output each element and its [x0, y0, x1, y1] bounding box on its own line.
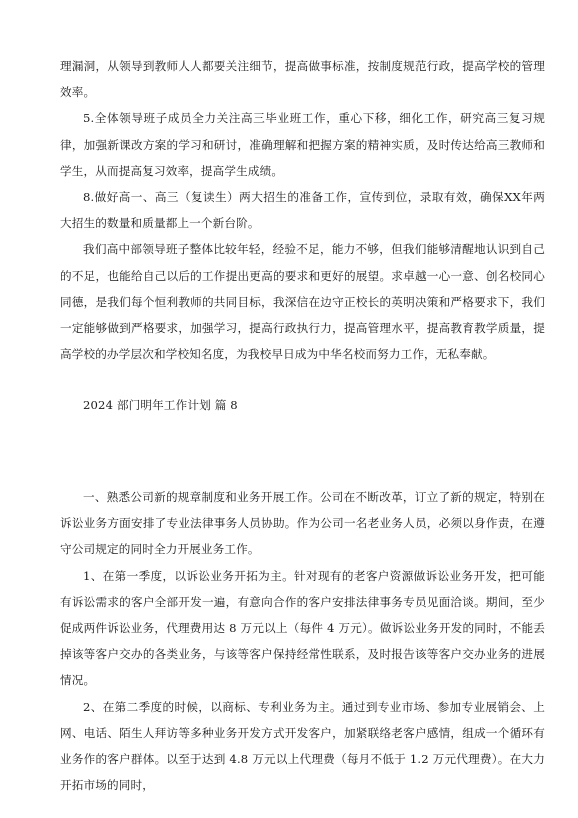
paragraph: 一、熟悉公司新的规章制度和业务开展工作。公司在不断改革，订立了新的规定，特别在诉讼业务方面安排了专业法律事务人员协助。作为公司一名老业务人员，必须以身作责，在遵守公司规定的同时全力开展业务工作。 [60, 490, 545, 557]
paragraph: 理漏洞，从领导到教师人人都要关注细节，提高做事标准，按制度规范行政，提高学校的管理效率。 [60, 59, 545, 100]
section-heading: 2024 部门明年工作计划 篇 8 [83, 398, 238, 412]
top-section [60, 53, 545, 367]
paragraph: 2、在第二季度的时候，以商标、专利业务为主。通过到专业市场、参加专业展销会、上网、电话、陌生人拜访等多种业务开发方式开发客户，加紧联络老客户感情，组成一个循环有业务作的客户群体。以至于达到 4.8 万元以上代理费（每月不低于 1.2 万元代理费）。在大力开拓市场的同时， [60, 699, 545, 793]
paragraph: 8.做好高一、高三（复读生）两大招生的准备工作，宣传到位，录取有效，确保XX年两大招生的数量和质量都上一个新台阶。 [60, 190, 545, 231]
paragraph: 5.全体领导班子成员全力关注高三毕业班工作，重心下移，细化工作，研究高三复习规律，加强新课改方案的学习和研讨，准确理解和把握方案的精神实质，及时传达给高三教师和学生，从而提高复习效率，提高学生成绩。 [60, 111, 545, 178]
paragraph: 我们高中部领导班子整体比较年轻，经验不足，能力不够，但我们能够清醒地认识到自己的不足，也能给自己以后的工作提出更高的要求和更好的展望。求卓越一心一意、创名校同心同德，是我们每个恒利教师的共同目标，我深信在边守正校长的英明决策和严格要求下，我们一定能够做到严格要求，加强学习，提高行政执行力，提高管理水平，提高教育教学质量，提高学校的办学层次和学校知名度，为我校早日成为中华名校而努力工作，无私奉献。 [60, 242, 545, 362]
bottom-section [60, 484, 545, 798]
paragraph: 1、在第一季度，以诉讼业务开拓为主。针对现有的老客户资源做诉讼业务开发，把可能有诉讼需求的客户全部开发一遍，有意向合作的客户安排法律事务专员见面洽谈。期间，至少促成两件诉讼业务，代理费用达 8 万元以上（每件 4 万元）。做诉讼业务开发的同时，不能丢掉该等客户交办的各类业务，与该等客户保持经常性联系，及时报告该等客户交办业务的进展情况。 [60, 568, 545, 688]
